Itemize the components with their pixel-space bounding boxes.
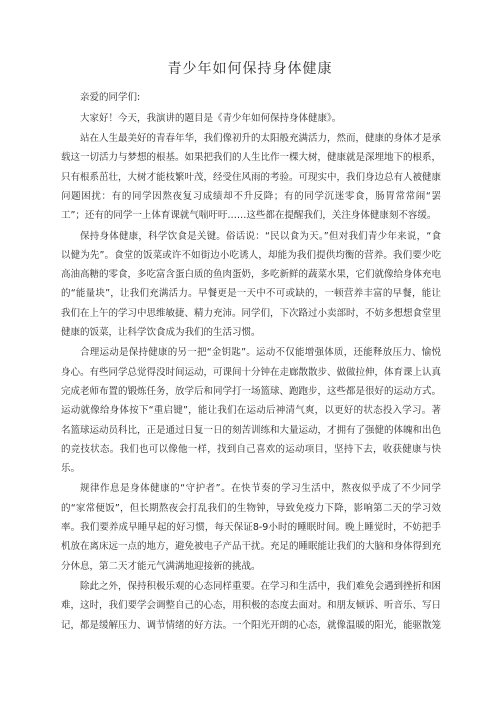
document-body xyxy=(61,88,441,636)
paragraph-sleep: 规律作息是身体健康的“守护者”。在快节奏的学习生活中，熬夜似乎成了不少同学的“家常便饭”，但长期熬夜会打乱我们的生物钟，导致免疫力下降，影响第二天的学习效率。我们要养成早睡早起的好习惯，每天保证8-9小时的睡眠时间。晚上睡觉时，不妨把手机放在离床远一点的地方，避免被电子产品干扰。充足的睡眠能让我们的大脑和身体得到充分休息，第二天才能元气满满地迎接新的挑战。 xyxy=(61,483,442,572)
paragraph-exercise: 合理运动是保持健康的另一把“金钥匙”。运动不仅能增强体质，还能释放压力、愉悦身心。有些同学总觉得没时间运动，可课间十分钟在走廊散散步、做做拉伸，体育课上认真完成老师布置的锻炼任务，放学后和同学打一场篮球、跑跑步，这些都是很好的运动方式。运动就像给身体按下“重启键”，能让我们在运动后神清气爽，以更好的状态投入学习。著名篮球运动员科比，正是通过日复一日的刻苦训练和大量运动，才拥有了强健的体魄和出色的竞技状态。我们也可以像他一样，找到自己喜欢的运动项目，坚持下去，收获健康与快乐。 xyxy=(61,347,442,475)
paragraph-intro: 站在人生最美好的青春年华，我们像初升的太阳般充满活力，然而，健康的身体才是承载这一切活力与梦想的根基。如果把我们的人生比作一棵大树，健康就是深埋地下的根系，只有根系茁壮，大树才能枝繁叶茂，经受住风雨的考验。可现实中，我们身边总有人被健康问题困扰：有的同学因熬夜复习成绩却不升反降；有的同学沉迷零食，肠胃常常闹“罢工”；还有的同学一上体育课就气喘吁吁……这些都在提醒我们，关注身体健康刻不容缓。 xyxy=(61,133,442,222)
document-title: 青少年如何保持身体健康 xyxy=(167,61,333,77)
paragraph-mindset: 除此之外，保持积极乐观的心态同样重要。在学习和生活中，我们难免会遇到挫折和困难，这时，我们要学会调整自己的心态，用积极的态度去面对。和朋友倾诉、听音乐、写日记，都是缓解压力、调节情绪的好方法。一个阳光开朗的心态，就像温暖的阳光，能驱散笼 xyxy=(61,580,442,631)
paragraph-diet: 保持身体健康，科学饮食是关键。俗话说：“民以食为天。”但对我们青少年来说，“食以健为先”。食堂的饭菜或许不如街边小吃诱人，却能为我们提供均衡的营养。我们要少吃高油高糖的零食，多吃富含蛋白质的鱼肉蛋奶，多吃新鲜的蔬菜水果，它们就像给身体充电的“能量块”，让我们充满活力。早餐更是一天中不可或缺的，一顿营养丰富的早餐，能让我们在上午的学习中思维敏捷、精力充沛。同学们，下次路过小卖部时，不妨多想想食堂里健康的饭菜，让科学饮食成为我们的生活习惯。 xyxy=(61,230,442,339)
salutation: 亲爱的同学们: xyxy=(80,92,141,103)
paragraph-greeting: 大家好！今天，我演讲的题目是《青少年如何保持身体健康》。 xyxy=(80,112,342,124)
